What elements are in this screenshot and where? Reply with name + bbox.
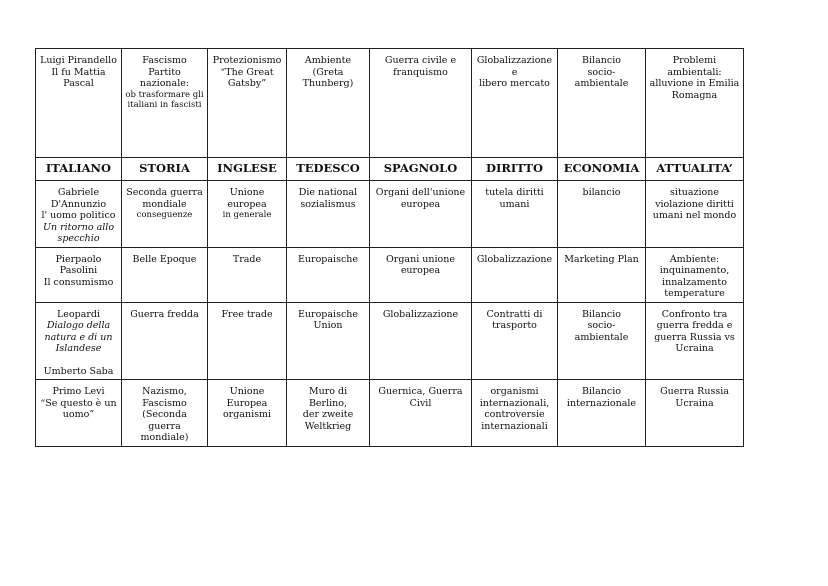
cell-row2-diritto bbox=[472, 247, 558, 302]
cell-note-line: in generale bbox=[222, 210, 272, 220]
cell-row3-diritto bbox=[472, 302, 558, 380]
cell-text-line: tutela diritti bbox=[485, 187, 544, 198]
cell-text-line: Bilancio bbox=[582, 308, 621, 320]
subject-header-tedesco: TEDESCO bbox=[287, 158, 370, 181]
table-row-1 bbox=[36, 181, 744, 248]
subject-header-diritto: DIRITTO bbox=[472, 158, 558, 181]
cell-row4-inglese bbox=[208, 380, 287, 447]
cell-text-line: Trade bbox=[232, 253, 262, 265]
cell-text-line: Il fu Mattia Pascal bbox=[51, 66, 106, 89]
cell-note-line: ob trasformare gli bbox=[125, 89, 204, 100]
subject-header-inglese: INGLESE bbox=[208, 158, 287, 181]
topics-row bbox=[36, 49, 744, 158]
subject-header-economia: ECONOMIA bbox=[558, 158, 646, 181]
cell-italic-line: Islandese bbox=[55, 343, 102, 354]
cell-row3-tedesco bbox=[287, 302, 370, 380]
cell-text-line: Ucraina bbox=[675, 343, 714, 354]
cell-text-line: controversie bbox=[484, 409, 545, 420]
cell-header-row-spagnolo bbox=[370, 49, 472, 158]
cell-text-line: Muro di Berlino, bbox=[308, 386, 348, 409]
cell-text-line: internazionali bbox=[481, 420, 548, 432]
cell-header-row-economia bbox=[558, 49, 646, 158]
cell-row1-storia bbox=[122, 181, 208, 248]
cell-text-line: nazionale: bbox=[139, 78, 190, 89]
cell-text-line: organismi bbox=[222, 409, 272, 420]
cell-row2-storia bbox=[122, 247, 208, 302]
cell-text-line: Confronto tra bbox=[661, 308, 728, 320]
cell-text-line: europea bbox=[227, 198, 267, 210]
cell-text-line: Thunberg) bbox=[302, 78, 354, 89]
cell-text-line: Belle Epoque bbox=[132, 253, 197, 265]
cell-text-line: Union bbox=[313, 320, 343, 331]
table-row-3 bbox=[36, 302, 744, 380]
cell-text-line: “Se questo è un bbox=[40, 397, 117, 409]
cell-text-line: Unione bbox=[229, 386, 265, 397]
cell-header-row-attualita bbox=[646, 49, 744, 158]
cell-text-line: mondiale bbox=[142, 198, 187, 210]
cell-row3-inglese bbox=[208, 302, 287, 380]
cell-text-line: Globalizzazione bbox=[382, 308, 459, 320]
cell-row2-economia bbox=[558, 247, 646, 302]
cell-text-line: sozialismus bbox=[300, 198, 356, 210]
table-row-2 bbox=[36, 247, 744, 302]
cell-row4-economia bbox=[558, 380, 646, 447]
cell-italic-line: Dialogo della bbox=[46, 320, 111, 331]
cell-text-line: innalzamento bbox=[662, 276, 727, 288]
cell-text-line: guerra Russia vs bbox=[654, 331, 735, 343]
cell-text-line: l' uomo politico bbox=[41, 210, 116, 221]
cell-text-line: Marketing Plan bbox=[564, 253, 639, 265]
cell-row4-storia bbox=[122, 380, 208, 447]
cell-text-line: Europaische bbox=[297, 308, 359, 320]
cell-text-line: Free trade bbox=[221, 308, 273, 320]
cell-row3-italiano bbox=[36, 302, 122, 380]
cell-header-row-tedesco bbox=[287, 49, 370, 158]
cell-text-line: mondiale) bbox=[140, 432, 189, 443]
subject-header-italiano: ITALIANO bbox=[36, 158, 122, 181]
subject-table bbox=[35, 48, 744, 447]
cell-text-line: Il consumismo bbox=[43, 276, 114, 288]
cell-text-line: Guerra Russia bbox=[660, 386, 729, 397]
cell-row3-storia bbox=[122, 302, 208, 380]
cell-text-line: Problemi bbox=[672, 55, 717, 66]
cell-text-line: Europea bbox=[226, 397, 268, 409]
cell-text-line: Organi unione bbox=[386, 253, 455, 265]
cell-row1-diritto bbox=[472, 181, 558, 248]
cell-text-line: Seconda guerra bbox=[126, 187, 203, 198]
cell-text-line: alluvione in Emilia bbox=[649, 78, 740, 89]
cell-text-line: libero mercato bbox=[479, 78, 550, 89]
cell-text-line: D'Annunzio bbox=[50, 198, 107, 210]
cell-row1-spagnolo bbox=[370, 181, 472, 248]
cell-text-line: Pierpaolo bbox=[55, 253, 102, 265]
cell-text-line: europea bbox=[400, 265, 441, 276]
cell-text-line: (Seconda guerra bbox=[142, 409, 187, 432]
cell-text-line: franquismo bbox=[393, 66, 448, 78]
cell-text-line: Protezionismo bbox=[212, 55, 282, 66]
cell-text-line: Guerra fredda bbox=[130, 308, 199, 320]
cell-text-line: “The Great bbox=[220, 66, 274, 78]
cell-text-line: Pasolini bbox=[59, 265, 98, 276]
cell-text-line: Contratti di bbox=[486, 308, 543, 320]
cell-header-row-storia bbox=[122, 49, 208, 158]
cell-text-line: organismi bbox=[490, 386, 539, 397]
cell-text-line: trasporto bbox=[492, 320, 537, 331]
cell-text-line: Organi dell'unione bbox=[375, 187, 466, 198]
cell-text-line: uomo” bbox=[62, 409, 95, 420]
cell-header-row-inglese bbox=[208, 49, 287, 158]
subject-header-storia: STORIA bbox=[122, 158, 208, 181]
cell-text-line: Ucraina bbox=[675, 397, 714, 409]
cell-text-line: temperature bbox=[664, 288, 725, 299]
cell-text-line: Ambiente: bbox=[669, 253, 720, 265]
cell-row4-diritto bbox=[472, 380, 558, 447]
cell-row4-tedesco bbox=[287, 380, 370, 447]
cell-text-line: umani bbox=[499, 198, 530, 210]
cell-text-line: umani nel mondo bbox=[652, 210, 737, 221]
cell-row2-attualita bbox=[646, 247, 744, 302]
cell-text-line: Bilancio bbox=[582, 386, 621, 397]
cell-text-line: Primo Levi bbox=[52, 386, 105, 397]
cell-text-line: situazione bbox=[669, 187, 720, 198]
cell-text-line: Guerra civile e bbox=[384, 55, 457, 66]
cell-text-line: socio-ambientale bbox=[574, 66, 629, 89]
cell-row3-spagnolo bbox=[370, 302, 472, 380]
cell-text-line: Partito bbox=[148, 66, 181, 78]
cell-note-line: conseguenze bbox=[136, 210, 193, 220]
cell-text-line: guerra fredda e bbox=[656, 320, 733, 331]
cell-row1-inglese bbox=[208, 181, 287, 248]
cell-text-line: violazione diritti bbox=[655, 198, 734, 210]
cell-text-line: ambientali: bbox=[667, 66, 722, 78]
cell-text-line: inquinamento, bbox=[659, 265, 730, 276]
cell-row4-attualita bbox=[646, 380, 744, 447]
cell-row3-economia bbox=[558, 302, 646, 380]
cell-text-line: Gabriele bbox=[57, 187, 100, 198]
cell-text-line: Guernica, Guerra bbox=[378, 386, 463, 397]
cell-text-line: Luigi Pirandello bbox=[40, 55, 117, 66]
cell-text-line: Globalizzazione bbox=[476, 253, 553, 265]
cell-row2-spagnolo bbox=[370, 247, 472, 302]
subject-header-spagnolo: SPAGNOLO bbox=[370, 158, 472, 181]
cell-text-line: Globalizzazione e bbox=[476, 55, 553, 78]
cell-text-line: Ambiente bbox=[304, 55, 352, 66]
cell-text-line: Civil bbox=[409, 397, 432, 409]
cell-text-line: (Greta bbox=[312, 66, 344, 78]
subjects-header-row bbox=[36, 158, 744, 181]
cell-text-line: Unione bbox=[229, 187, 265, 198]
cell-row4-italiano bbox=[36, 380, 122, 447]
cell-italic-line: specchio bbox=[57, 233, 100, 244]
cell-text-line: europea bbox=[400, 198, 441, 210]
cell-text-line: internazionale bbox=[566, 397, 637, 409]
cell-text-line: Bilancio bbox=[582, 55, 621, 66]
cell-text-line: Nazismo, bbox=[142, 386, 187, 397]
cell-text-line: socio-ambientale bbox=[574, 320, 629, 343]
cell-row1-attualita bbox=[646, 181, 744, 248]
cell-header-row-italiano bbox=[36, 49, 122, 158]
cell-text-line: Fascismo bbox=[142, 397, 187, 409]
cell-row1-italiano bbox=[36, 181, 122, 248]
cell-text-line: Umberto Saba bbox=[43, 365, 114, 377]
cell-text-line: bilancio bbox=[582, 187, 621, 198]
cell-text-line: Romagna bbox=[671, 89, 718, 101]
table-row-4 bbox=[36, 380, 744, 447]
cell-header-row-diritto bbox=[472, 49, 558, 158]
cell-row2-italiano bbox=[36, 247, 122, 302]
cell-row1-economia bbox=[558, 181, 646, 248]
cell-italic-line: natura e di un bbox=[44, 331, 113, 343]
cell-text-line: Europaische bbox=[297, 253, 359, 265]
cell-text-line: Weltkrieg bbox=[304, 420, 352, 432]
cell-row4-spagnolo bbox=[370, 380, 472, 447]
cell-note-line: italiani in fascisti bbox=[127, 99, 202, 110]
cell-italic-line: Un ritorno allo bbox=[42, 221, 115, 233]
cell-text-line: Gatsby” bbox=[227, 78, 267, 89]
cell-text-line: Leopardi bbox=[56, 308, 101, 320]
cell-row2-tedesco bbox=[287, 247, 370, 302]
line-gap bbox=[39, 355, 118, 366]
cell-text-line: Die national bbox=[298, 187, 358, 198]
cell-row1-tedesco bbox=[287, 181, 370, 248]
cell-text-line: internazionali, bbox=[479, 397, 550, 409]
subject-header-attualita: ATTUALITA’ bbox=[646, 158, 744, 181]
cell-text-line: der zweite bbox=[302, 409, 354, 420]
cell-row3-attualita bbox=[646, 302, 744, 380]
cell-row2-inglese bbox=[208, 247, 287, 302]
cell-text-line: Fascismo bbox=[142, 55, 187, 66]
